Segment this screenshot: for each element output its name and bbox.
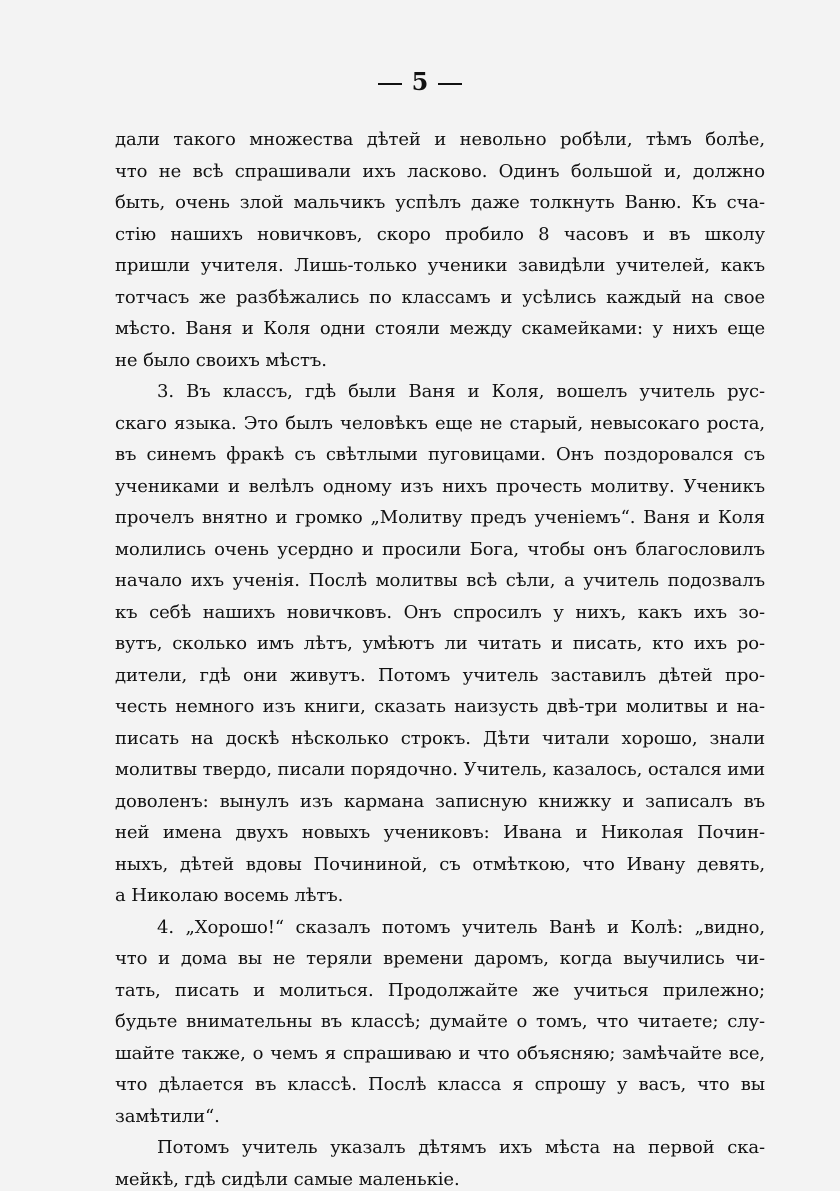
text-line: ныхъ, дѣтей вдовы Почининой, съ отмѣткою, что Ивану девять, — [115, 849, 765, 881]
text-line: мейкѣ, гдѣ сидѣли самые маленькіе. — [115, 1164, 765, 1195]
text-line: вутъ, сколько имъ лѣтъ, умѣютъ ли читать и писать, кто ихъ ро- — [115, 628, 765, 660]
text-line: дали такого множества дѣтей и невольно робѣли, тѣмъ болѣе, — [115, 124, 765, 156]
page-number — [0, 70, 840, 94]
text-line: Потомъ учитель указалъ дѣтямъ ихъ мѣста на первой ска- — [115, 1132, 765, 1164]
text-line: тать, писать и молиться. Продолжайте же учиться прилежно; — [115, 975, 765, 1007]
text-line: писать на доскѣ нѣсколько строкъ. Дѣти читали хорошо, знали — [115, 723, 765, 755]
body-text — [115, 124, 765, 1195]
text-line: доволенъ: вынулъ изъ кармана записную книжку и записалъ въ — [115, 786, 765, 818]
text-line: молитвы твердо, писали порядочно. Учитель, казалось, остался ими — [115, 754, 765, 786]
text-line: быть, очень злой мальчикъ успѣлъ даже толкнуть Ваню. Къ сча- — [115, 187, 765, 219]
page-number-dash-left — [378, 83, 402, 85]
text-line: ней имена двухъ новыхъ учениковъ: Ивана и Николая Почин- — [115, 817, 765, 849]
text-line: стію нашихъ новичковъ, скоро пробило 8 часовъ и въ школу — [115, 219, 765, 251]
text-line: въ синемъ фракѣ съ свѣтлыми пуговицами. Онъ поздоровался съ — [115, 439, 765, 471]
text-line: что не всѣ спрашивали ихъ ласково. Одинъ большой и, должно — [115, 156, 765, 188]
text-line: мѣсто. Ваня и Коля одни стояли между скамейками: у нихъ еще — [115, 313, 765, 345]
text-line: а Николаю восемь лѣтъ. — [115, 880, 765, 912]
text-line: шайте также, о чемъ я спрашиваю и что объясняю; замѣчайте все, — [115, 1038, 765, 1070]
text-line: замѣтили“. — [115, 1101, 765, 1133]
text-line: начало ихъ ученія. Послѣ молитвы всѣ сѣли, а учитель подозвалъ — [115, 565, 765, 597]
text-line: учениками и велѣлъ одному изъ нихъ прочесть молитву. Ученикъ — [115, 471, 765, 503]
text-line: прочелъ внятно и громко „Молитву предъ ученіемъ“. Ваня и Коля — [115, 502, 765, 534]
text-line: скаго языка. Это былъ человѣкъ еще не старый, невысокаго роста, — [115, 408, 765, 440]
text-line: честь немного изъ книги, сказать наизусть двѣ-три молитвы и на- — [115, 691, 765, 723]
text-line: что дѣлается въ классѣ. Послѣ класса я спрошу у васъ, что вы — [115, 1069, 765, 1101]
text-line: пришли учителя. Лишь-только ученики завидѣли учителей, какъ — [115, 250, 765, 282]
page-number-value: 5 — [412, 67, 429, 96]
text-line: молились очень усердно и просили Бога, чтобы онъ благословилъ — [115, 534, 765, 566]
text-line: 4. „Хорошо!“ сказалъ потомъ учитель Ванѣ и Колѣ: „видно, — [115, 912, 765, 944]
text-line: будьте внимательны въ классѣ; думайте о томъ, что читаете; слу- — [115, 1006, 765, 1038]
text-line: къ себѣ нашихъ новичковъ. Онъ спросилъ у нихъ, какъ ихъ зо- — [115, 597, 765, 629]
text-line: тотчасъ же разбѣжались по классамъ и усѣлись каждый на свое — [115, 282, 765, 314]
text-line: не было своихъ мѣстъ. — [115, 345, 765, 377]
page-number-dash-right — [438, 83, 462, 85]
text-line: дители, гдѣ они живутъ. Потомъ учитель заставилъ дѣтей про- — [115, 660, 765, 692]
text-line: что и дома вы не теряли времени даромъ, когда выучились чи- — [115, 943, 765, 975]
text-line: 3. Въ классъ, гдѣ были Ваня и Коля, вошелъ учитель рус- — [115, 376, 765, 408]
